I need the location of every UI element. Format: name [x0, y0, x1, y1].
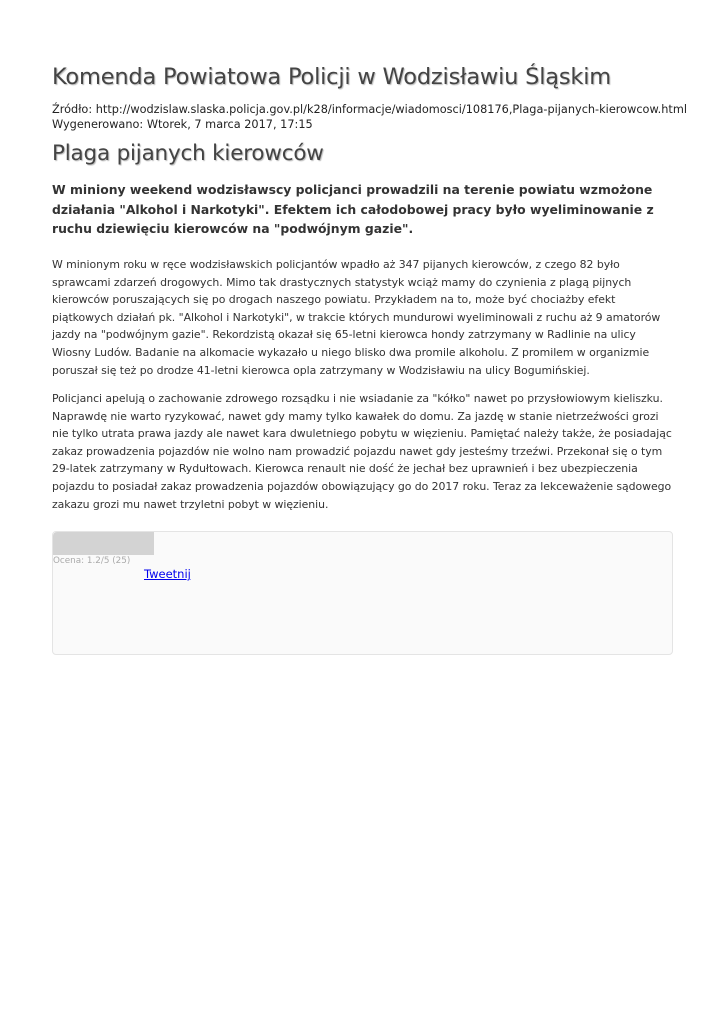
article-title: Plaga pijanych kierowców	[52, 141, 324, 166]
tweet-link[interactable]: Tweetnij	[144, 567, 191, 581]
source-line: Źródło: http://wodzislaw.slaska.policja.gov.pl/k28/informacje/wiadomosci/108176,Plaga-pijanych-kierowcow.html	[52, 103, 687, 116]
article-paragraph: Policjanci apelują o zachowanie zdrowego rozsądku i nie wsiadanie za "kółko" nawet po przysłowiowym kieliszku. Naprawdę nie warto ryzykować, nawet gdy mamy tylko kawałek do domu. Za jazdę w stanie nietrzeźwości grozi nie tylko utrata prawa jazdy ale nawet kara dwuletniego pobytu w więzieniu. Pamiętać należy także, że posiadając zakaz prowadzenia pojazdów nie wolno nam prowadzić pojazdu nawet gdy jesteśmy trzeźwi. Przekonał się o tym 29-latek zatrzymany w Rydułtowach. Kierowca renault nie dość że jechał bez uprawnień i bez ubezpieczenia pojazdu to posiadał zakaz prowadzenia pojazdów obowiązujący go do 2017 roku. Teraz za lekceważenie sądowego zakazu grozi mu nawet trzyletni pobyt w więzieniu.	[52, 392, 672, 511]
document-meta	[52, 102, 687, 132]
article-lead: W miniony weekend wodzisławscy policjanci prowadzili na terenie powiatu wzmożone działania "Alkohol i Narkotyki". Efektem ich całodobowej pracy było wyeliminowanie z ruchu dziewięciu kierowców na "podwójnym gazie".	[52, 182, 654, 236]
social-box	[52, 531, 673, 655]
site-title: Komenda Powiatowa Policji w Wodzisławiu Śląskim	[52, 64, 612, 90]
article-paragraph: W minionym roku w ręce wodzisławskich policjantów wpadło aż 347 pijanych kierowców, z czego 82 było sprawcami zdarzeń drogowych. Mimo tak drastycznych statystyk wciąż mamy do czynienia z plagą pijnych kierowców poruszających się po drogach naszego powiatu. Przykładem na to, może być chociażby efekt piątkowych działań pk. "Alkohol i Narkotyki", w trakcie których mundurowi wyeliminowali z ruchu aż 9 amatorów jazdy na "podwójnym gazie". Rekordzistą okazał się 65-letni kierowca hondy zatrzymany w Radlinie na ulicy Wiosny Ludów. Badanie na alkomacie wykazało u niego blisko dwa promile alkoholu. Z promilem w organizmie poruszał się też po drodze 41-letni kierowca opla zatrzymany w Wodzisławiu na ulicy Bogumińskiej.	[52, 258, 661, 377]
rating-text: Ocena: 1.2/5 (25)	[53, 556, 131, 566]
generated-line: Wygenerowano: Wtorek, 7 marca 2017, 17:15	[52, 118, 313, 131]
rating-stars-widget[interactable]	[53, 532, 154, 555]
